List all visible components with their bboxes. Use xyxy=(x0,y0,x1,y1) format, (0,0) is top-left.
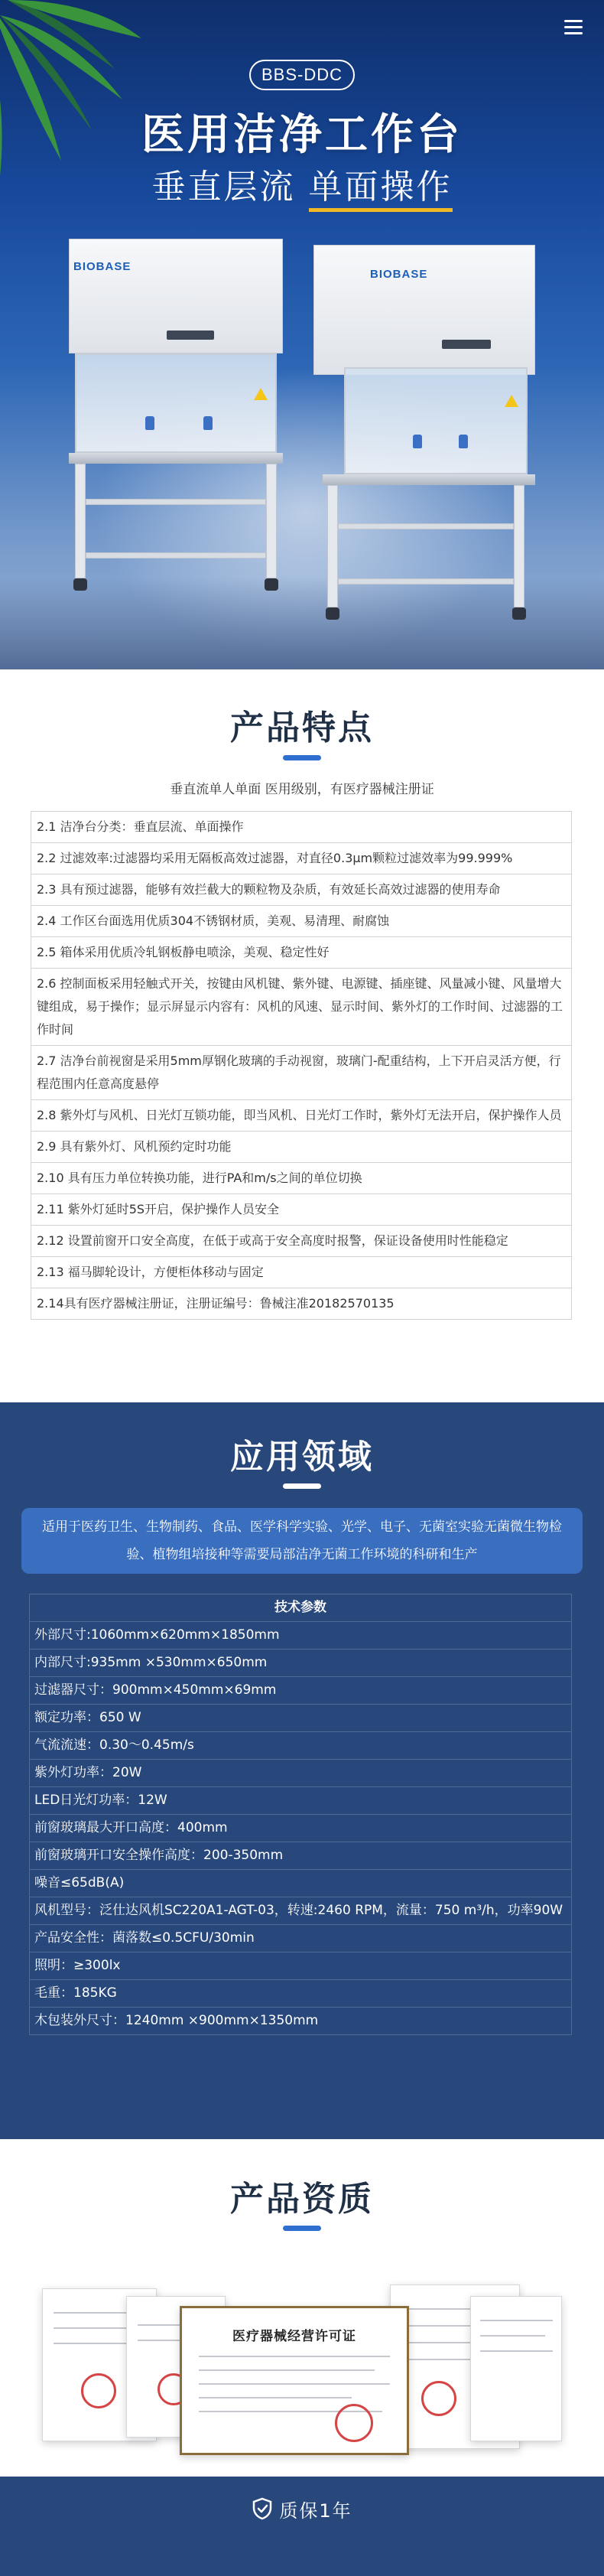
cabinet-display xyxy=(167,331,214,340)
spec-row: 产品安全性：菌落数≤0.5CFU/30min xyxy=(30,1925,571,1952)
feature-row: 2.9 具有紫外灯、风机预约定时功能 xyxy=(31,1132,571,1163)
spec-row: 额定功率：650 W xyxy=(30,1705,571,1732)
cabinet-crossbar xyxy=(86,499,266,505)
hero-subtitle-highlight: 单面操作 xyxy=(309,168,453,212)
menu-icon[interactable] xyxy=(564,20,583,35)
qualification-title-underline xyxy=(283,2226,321,2231)
hero-subtitle xyxy=(0,159,604,208)
feature-row: 2.5 箱体采用优质冷轧钢板静电喷涂，美观、稳定性好 xyxy=(31,937,571,969)
spec-row: 外部尺寸:1060mm×620mm×1850mm xyxy=(30,1622,571,1649)
spec-row: 前窗玻璃开口安全操作高度：200-350mm xyxy=(30,1842,571,1870)
caster-wheel xyxy=(326,607,339,620)
cabinet-leg xyxy=(75,464,86,578)
feature-row: 2.12 设置前窗开口安全高度，在低于或高于安全高度时报警，保证设备使用时性能稳定 xyxy=(31,1226,571,1257)
feature-row: 2.14具有医疗器械注册证，注册证编号：鲁械注准20182570135 xyxy=(37,1296,395,1311)
bottle-icon xyxy=(203,416,213,430)
cabinet-crossbar xyxy=(338,578,514,585)
cert-line xyxy=(199,2369,375,2371)
spec-row: 紫外灯功率：20W xyxy=(30,1760,571,1787)
spec-row: 过滤器尺寸：900mm×450mm×69mm xyxy=(30,1677,571,1705)
cert-line xyxy=(54,2327,130,2329)
bottle-icon xyxy=(459,435,468,448)
qualification-section xyxy=(0,2139,604,2477)
bottle-icon xyxy=(413,435,422,448)
spec-row: 木包装外尺寸：1240mm ×900mm×1350mm xyxy=(34,2013,319,2028)
feature-row: 2.3 具有预过滤器，能够有效拦截大的颗粒物及杂质，有效延长高效过滤器的使用寿命 xyxy=(31,874,571,906)
warranty-badge xyxy=(0,2477,604,2541)
spec-row: 前窗玻璃最大开口高度：400mm xyxy=(30,1815,571,1842)
feature-row: 2.2 过滤效率:过滤器均采用无隔板高效过滤器，对直径0.3μm颗粒过滤效率为99.999% xyxy=(31,843,571,874)
spec-row: 噪音≤65dB(A) xyxy=(30,1870,571,1897)
cert-line xyxy=(54,2343,138,2344)
application-description: 适用于医药卫生、生物制药、食品、医学科学实验、光学、电子、无菌室实验无菌微生物检验、植物组培接种等需要局部洁净无菌工作环境的科研和生产 xyxy=(21,1508,583,1574)
features-subtitle: 垂直流单人单面 医用级别，有医疗器械注册证 xyxy=(170,782,434,797)
hero-banner xyxy=(0,0,604,669)
cert-seal-icon xyxy=(81,2373,116,2408)
caster-wheel xyxy=(512,607,526,620)
hero-title: 医用洁净工作台 xyxy=(141,110,463,160)
features-title: 产品特点 xyxy=(230,708,374,747)
cabinet-leg xyxy=(266,464,277,578)
cabinet-worktop xyxy=(69,453,283,464)
feature-row: 2.10 具有压力单位转换功能，进行PA和m/s之间的单位切换 xyxy=(31,1163,571,1194)
feature-row: 2.11 紫外灯延时5S开启，保护操作人员安全 xyxy=(31,1194,571,1226)
caster-wheel xyxy=(265,578,278,591)
cert-line xyxy=(480,2320,553,2321)
caster-wheel xyxy=(73,578,87,591)
feature-row: 2.7 洁净台前视窗是采用5mm厚钢化玻璃的手动视窗，玻璃门-配重结构，上下开启灵活方便，行程范围内任意高度悬停 xyxy=(31,1046,571,1100)
cabinet-worktop xyxy=(323,474,535,485)
application-title-underline xyxy=(283,1483,321,1489)
qualification-title: 产品资质 xyxy=(230,2180,374,2219)
spec-row: 气流流速：0.30～0.45m/s xyxy=(30,1732,571,1760)
application-section xyxy=(0,1402,604,2139)
model-badge: BBS-DDC xyxy=(249,60,355,90)
spec-row: 毛重：185KG xyxy=(30,1980,571,2008)
cabinet-crossbar xyxy=(338,523,514,529)
cabinet-display xyxy=(442,340,491,349)
cert-line xyxy=(199,2356,390,2357)
footer-bar xyxy=(0,2477,604,2576)
application-title: 应用领域 xyxy=(230,1438,374,1477)
main-certificate xyxy=(180,2306,409,2455)
cabinet-glass-window xyxy=(75,353,277,453)
spec-table xyxy=(29,1594,572,2035)
cert-seal-icon xyxy=(335,2404,373,2442)
cabinet-leg xyxy=(327,485,338,607)
cert-line xyxy=(199,2397,352,2399)
spec-table-title: 技术参数 xyxy=(30,1594,571,1622)
cabinet-logo-right: BIOBASE xyxy=(370,268,428,281)
cabinet-glass-window xyxy=(344,367,528,474)
cert-seal-icon xyxy=(421,2381,456,2416)
feature-row: 2.6 控制面板采用轻触式开关，按键由风机键、紫外键、电源键、插座键、风量减小键、风量增大键组成，易于操作；显示屏显示内容有：风机的风速、显示时间、紫外灯的工作时间、过滤器的工作时间 xyxy=(31,969,571,1046)
hero-subtitle-prefix: 垂直层流 xyxy=(151,168,309,207)
features-section xyxy=(0,669,604,1402)
certificate-document xyxy=(470,2296,562,2441)
warning-label-icon xyxy=(254,388,268,400)
warranty-text: 质保1年 xyxy=(279,2499,352,2522)
cert-line xyxy=(480,2350,553,2352)
feature-row: 2.13 福马脚轮设计，方便柜体移动与固定 xyxy=(31,1257,571,1288)
cabinet-crossbar xyxy=(86,552,266,559)
cabinet-side-view xyxy=(313,245,543,627)
feature-row: 2.4 工作区台面选用优质304不锈钢材质，美观、易清理、耐腐蚀 xyxy=(31,906,571,937)
main-certificate-title: 医疗器械经营许可证 xyxy=(232,2329,356,2344)
spec-row: LED日光灯功率：12W xyxy=(30,1787,571,1815)
cabinet-logo-left: BIOBASE xyxy=(73,260,132,273)
cert-line xyxy=(480,2335,545,2337)
feature-row: 2.8 紫外灯与风机、日光灯互锁功能，即当风机、日光灯工作时，紫外灯无法开启，保护操作人员 xyxy=(31,1100,571,1132)
warning-label-icon xyxy=(505,395,518,407)
features-title-underline xyxy=(283,755,321,760)
cabinet-front-view xyxy=(69,239,298,598)
shield-check-icon xyxy=(252,2497,273,2520)
cert-line xyxy=(199,2383,390,2385)
bottle-icon xyxy=(145,416,154,430)
spec-row: 内部尺寸:935mm ×530mm×650mm xyxy=(30,1649,571,1677)
features-table xyxy=(31,811,572,1320)
cabinet-leg xyxy=(514,485,524,607)
spec-row: 照明：≥300lx xyxy=(30,1952,571,1980)
feature-row: 2.1 洁净台分类：垂直层流、单面操作 xyxy=(31,812,571,843)
cabinet-top-housing xyxy=(313,245,535,375)
spec-row: 风机型号：泛仕达风机SC220A1-AGT-03，转速:2460 RPM，流量：750 m³/h，功率90W xyxy=(30,1897,571,1925)
